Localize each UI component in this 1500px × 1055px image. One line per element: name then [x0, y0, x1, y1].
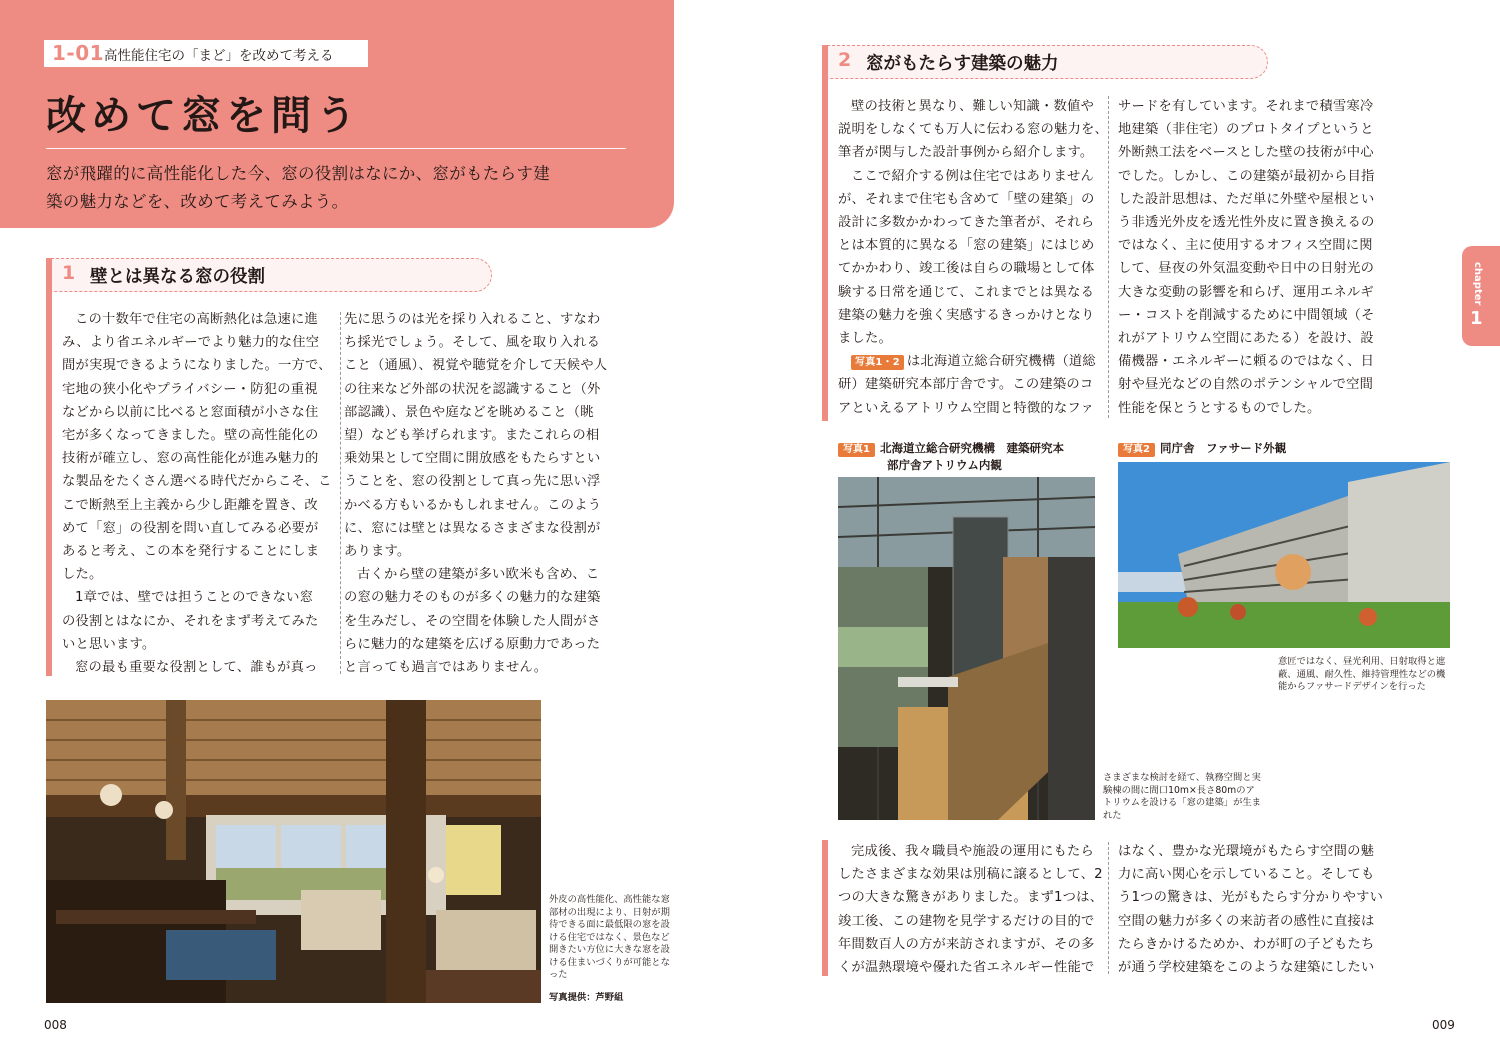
- header-band: [0, 0, 674, 228]
- section-2-column-1: 壁の技術と異なり、難しい知識・数値や 説明をしなくても万人に伝わる窓の魅力を、 筆者が関与した設計事例から紹介します。 ここで紹介する例は住宅ではありません が、それまで住宅も含めて「壁の建築」の 設計に多数かかわってきた筆者が、それら とは本質的に異なる「窓の建築」にはじめ てかかわり、竣工後は自らの職場として体 験する日常を通じて、これまでとは異なる 建築の魅力を強く実感するきっかけとなり ました。 写真1・2 は北海道立総合研究機構（道総 研）建築研究本部庁舎です。この建築のコ アといえるアトリウム空間と特徴的なファ: [838, 99, 1108, 416]
- page-number-left: 008: [44, 1018, 67, 1032]
- chapter-word: chapter: [1472, 262, 1483, 306]
- section-2-heading: [822, 45, 1268, 79]
- section-1-number: 1: [62, 262, 76, 284]
- photo-1-label-line2: 部庁舎アトリウム内観: [887, 458, 1002, 472]
- topic-text: 高性能住宅の「まど」を改めて考える: [104, 48, 334, 64]
- topic-number: 1-01: [52, 41, 105, 65]
- topic-label: [44, 40, 368, 67]
- section-1-title: 壁とは異なる窓の役割: [90, 267, 265, 287]
- bottom-column-1: 完成後、我々職員や施設の運用にもたら したさまざまな効果は別稿に譲るとして、2 つの大きな驚きがありました。まず1つは、 竣工後、この建物を見学するだけの目的で 年間数百人の方が来訪されますが、その多 くが温熱環境や優れた省エネルギー性能で: [838, 844, 1104, 976]
- section-1-column-2: 先に思うのは光を採り入れること、すなわ ち採光でしょう。そして、風を取り入れる こと（通風）、視覚や聴覚を介して天候や人 の往来など外部の状況を認識すること（外 部認識）、景色や庭などを眺めること（眺 望）なども挙げられます。またこれらの相 乗効果として空間に開放感をもたらすとい うことを、窓の役割として真っ先に思い浮 かべる方もいるかもしれません。このよう に、窓には壁とは異なるさまざまな役割が あります。 古くから壁の建築が多い欧米も含め、こ の窓の魅力そのものが多くの魅力的な建築 を生みだし、その空間を体験した人間がさ らに魅力的な建築を広げる原動力であった と言っても過言ではありません。: [344, 312, 608, 676]
- photo-1-label: 写真1 北海道立総合研究機構 建築研究本: [838, 440, 1064, 457]
- atrium-photo: [838, 477, 1095, 820]
- photo-2-badge: 写真2: [1118, 443, 1155, 457]
- section-2-bottom-bar: [822, 840, 828, 976]
- page-title: 改めて窓を問う: [46, 93, 361, 139]
- section-1-heading: [46, 258, 492, 292]
- section-2-title: 窓がもたらす建築の魅力: [866, 54, 1059, 74]
- section-1-column-1: この十数年で住宅の高断熱化は急速に進 み、より省エネルギーでより魅力的な住空 間が実現できるようになりました。一方で、 宅地の狭小化やプライバシー・防犯の重視 などから以前に比べると窓面積が小さな住 宅が多くなってきました。壁の高性能化の 技術が確立し、窓の高性能化が進み魅力的 な製品をたくさん選べる時代だからこそ、こ こで断熱至上主義から少し距離を置き、改 めて「窓」の役割を問い直してみる必要が あると考え、この本を発行することにしま した。 1章では、壁では担うことのできない窓 の役割とはなにか、それをまず考えてみた いと思います。 窓の最も重要な役割として、誰もが真っ: [62, 312, 332, 676]
- interior-photo-caption: 外皮の高性能化、高性能な窓 部材の出現により、日射が期 待できる面に最低限の窓を設 ける住宅ではなく、景色など 開きたい方位に大きな窓を設 ける住まいづくりが可能とな った: [549, 894, 670, 980]
- section-2-number: 2: [838, 49, 852, 71]
- section-1-side-bar: [46, 292, 52, 676]
- interior-photo: [46, 700, 541, 1003]
- section-2-column-2: サードを有しています。それまで積雪寒冷 地建築（非住宅）のプロトタイプというと 外断熱工法をベースとした壁の技術が中心 でした。しかし、この建築が最初から目指 した設計思想は、ただ単に外壁や屋根とい う非透光外皮を透光性外皮に置き換えるの ではなく、主に使用するオフィス空間に関 して、昼夜の外気温変動や日中の日射光の 大きな変動の影響を和らげ、運用エネルギ ー・コストを削減するために中間領域（そ れがアトリウム空間にあたる）を設け、設 備機器・エネルギーに頼るのではなく、日 射や昼光などの自然のポテンシャルで空間 性能を保とうとするものでした。: [1118, 99, 1375, 416]
- lead-line-2: 築の魅力などを、改めて考えてみよう。: [46, 192, 349, 211]
- chapter-number: 1: [1470, 308, 1483, 329]
- section-2-side-bar: [822, 79, 828, 421]
- column-separator: [340, 312, 341, 674]
- column-separator-3: [1108, 842, 1109, 974]
- column-separator-2: [1108, 96, 1109, 418]
- page-number-right: 009: [1432, 1018, 1455, 1032]
- facade-photo: [1118, 462, 1450, 648]
- bottom-column-2: はなく、豊かな光環境がもたらす空間の魅 力に高い関心を示していること。そしても う1つの驚きは、光がもたらす分かりやすい 空間の魅力が多くの来訪者の感性に直接は たらきかけるためか、わが町の子どもたち が通う学校建築をこのような建築にしたい: [1118, 844, 1384, 976]
- lead-line-1: 窓が飛躍的に高性能化した今、窓の役割はなにか、窓がもたらす建: [46, 164, 550, 183]
- photo-2-label: 写真2 同庁舎 ファサード外観: [1118, 440, 1286, 457]
- title-divider: [46, 148, 626, 149]
- photo-2-caption: 意匠ではなく、昼光利用、日射取得と遮 蔽、通風、耐久性、維持管理性などの機 能からファサードデザインを行った: [1278, 656, 1446, 692]
- chapter-tab: [1462, 246, 1500, 346]
- photo-1-badge: 写真1: [838, 443, 875, 457]
- photo-credit: 写真提供：芦野組: [549, 992, 624, 1003]
- photo-1-caption: さまざまな検討を経て、執務空間と実 験棟の間に間口10m×長さ80mのア トリウムを設ける「窓の建築」が生ま れた: [1103, 772, 1261, 821]
- photo-ref-badge: 写真1・2: [851, 355, 904, 370]
